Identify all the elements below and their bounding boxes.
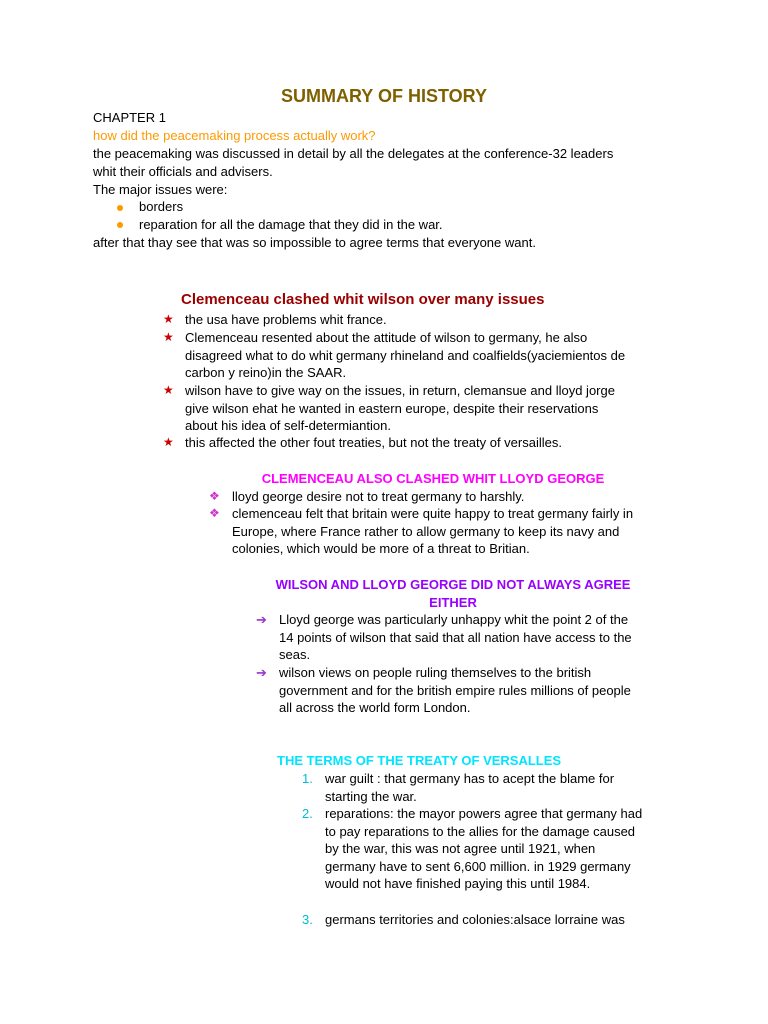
diamond-icon: ❖ bbox=[209, 489, 220, 503]
list-item-line: this affected the other fout treaties, but not the treaty of versailles. bbox=[185, 435, 562, 450]
section-heading-line: WILSON AND LLOYD GEORGE DID NOT ALWAYS AGREE bbox=[275, 577, 631, 592]
arrow-icon: ➔ bbox=[256, 665, 267, 680]
list-number: 1. bbox=[302, 771, 313, 786]
star-icon: ★ bbox=[163, 383, 174, 397]
list-item-line: clemenceau felt that britain were quite happy to treat germany fairly in bbox=[232, 506, 634, 521]
list-item-line: about his idea of self-determiantion. bbox=[185, 418, 391, 434]
page-title: SUMMARY OF HISTORY bbox=[280, 86, 487, 106]
list-item-line: to pay reparations to the allies for the damage caused bbox=[325, 823, 636, 839]
list-item bbox=[279, 664, 631, 717]
list-item-line: germany have to sent 6,600 million. in 1929 germany bbox=[325, 858, 631, 874]
list-item-line: Lloyd george was particularly unhappy whit the point 2 of the bbox=[279, 612, 629, 627]
list-item-line: germans territories and colonies:alsace lorraine was bbox=[325, 912, 625, 927]
list-item-line: would not have finished paying this until 1984. bbox=[325, 876, 591, 892]
star-icon: ★ bbox=[163, 330, 174, 344]
intro-line: whit their officials and advisers. bbox=[93, 164, 273, 179]
list-item: borders bbox=[139, 199, 184, 214]
list-item-line: disagreed what to do whit germany rhineland and coalfields(yaciemientos de bbox=[185, 347, 626, 363]
list-item-line: by the war, this was not agree until 1921, when bbox=[325, 841, 596, 857]
section-heading: THE TERMS OF THE TREATY OF VERSALLES bbox=[277, 753, 562, 768]
list-item bbox=[325, 805, 642, 893]
list-item bbox=[232, 488, 524, 506]
list-item bbox=[185, 311, 387, 329]
list-item-line: wilson have to give way on the issues, in return, clemansue and lloyd jorge bbox=[185, 383, 615, 398]
diamond-icon: ❖ bbox=[209, 506, 220, 520]
chapter-question: how did the peacemaking process actually work? bbox=[93, 128, 376, 143]
summary-line: after that thay see that was so impossible to agree terms that everyone want. bbox=[93, 235, 536, 250]
star-icon: ★ bbox=[163, 312, 174, 326]
list-item-line: carbon y reino)in the SAAR. bbox=[185, 365, 347, 381]
section-heading-line: EITHER bbox=[429, 594, 477, 610]
list-item-line: 14 points of wilson that said that all nation have access to the bbox=[279, 629, 632, 645]
list-item: reparation for all the damage that they did in the war. bbox=[139, 217, 443, 232]
list-item-line: the usa have problems whit france. bbox=[185, 312, 387, 327]
section-heading: CLEMENCEAU ALSO CLASHED WHIT LLOYD GEORGE bbox=[261, 471, 605, 486]
list-item bbox=[185, 329, 625, 382]
list-item-line: seas. bbox=[279, 647, 311, 663]
list-item-line: Europe, where France rather to allow germany to keep its navy and bbox=[232, 523, 620, 539]
list-item-line: colonies, which would be more of a threat to Britian. bbox=[232, 541, 530, 557]
list-number: 2. bbox=[302, 806, 313, 821]
list-number: 3. bbox=[302, 912, 313, 927]
intro-line: the peacemaking was discussed in detail by all the delegates at the conference-32 leaders bbox=[93, 146, 614, 161]
issues-label: The major issues were: bbox=[93, 182, 228, 197]
section-heading: Clemenceau clashed whit wilson over many issues bbox=[181, 291, 545, 308]
section-heading bbox=[253, 576, 653, 611]
star-icon: ★ bbox=[163, 435, 174, 449]
list-item-line: starting the war. bbox=[325, 788, 417, 804]
list-item-line: Clemenceau resented about the attitude of wilson to germany, he also bbox=[185, 330, 588, 345]
list-item-line: give wilson ehat he wanted in eastern europe, despite their reservations bbox=[185, 400, 599, 416]
chapter-label: CHAPTER 1 bbox=[93, 110, 166, 125]
list-item bbox=[232, 505, 633, 558]
list-item bbox=[279, 611, 632, 664]
dot-icon bbox=[117, 205, 123, 211]
dot-icon bbox=[117, 222, 123, 228]
list-item bbox=[325, 770, 614, 805]
list-item bbox=[185, 434, 562, 452]
list-item bbox=[185, 382, 615, 435]
list-item-line: reparations: the mayor powers agree that germany had bbox=[325, 806, 643, 821]
list-item-line: government and for the british empire rules millions of people bbox=[279, 682, 631, 698]
list-item-line: lloyd george desire not to treat germany to harshly. bbox=[232, 489, 525, 504]
list-item-line: wilson views on people ruling themselves to the british bbox=[279, 665, 592, 680]
arrow-icon: ➔ bbox=[256, 612, 267, 627]
list-item bbox=[325, 911, 625, 929]
list-item-line: war guilt : that germany has to acept the blame for bbox=[325, 771, 615, 786]
list-item-line: all across the world form London. bbox=[279, 700, 471, 716]
